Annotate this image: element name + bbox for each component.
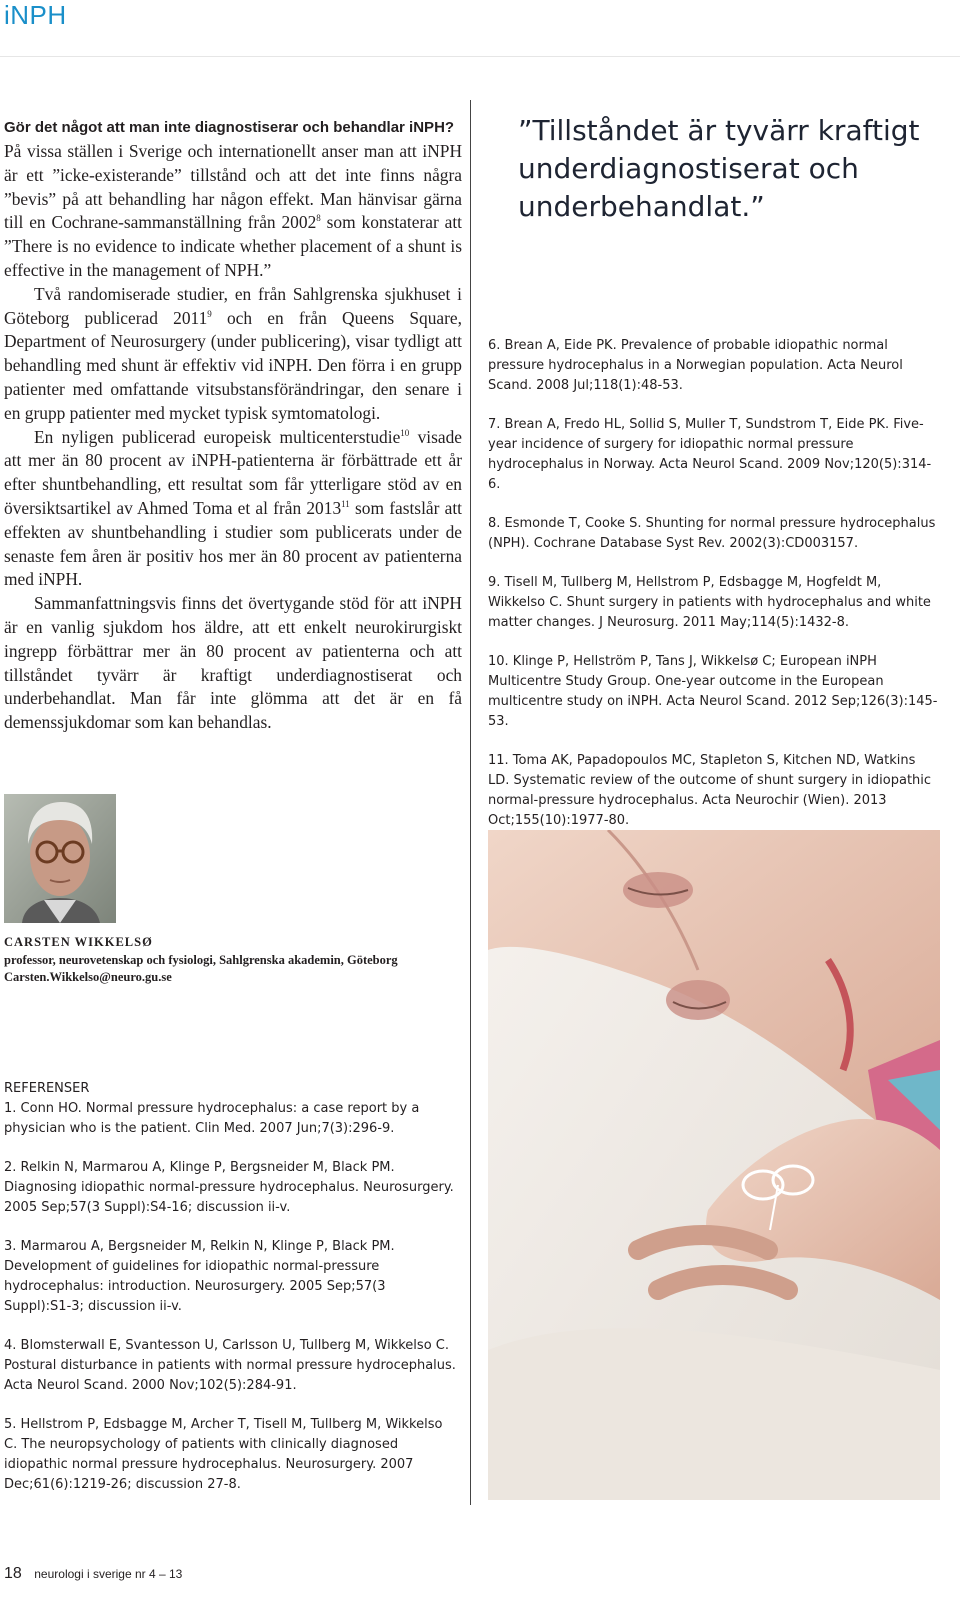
- paragraph-text: visade att mer än 80 procent av iNPH-patienterna är förbättrade ett år efter shuntbehandling, ett resultat som får ytterligare stöd av en översiktsartikel av Ahmed Toma et al från 2013: [4, 426, 462, 518]
- article-paragraph: [4, 426, 462, 593]
- citation-superscript: 11: [341, 499, 350, 510]
- article-paragraphs: [4, 140, 462, 735]
- references-left-list: [4, 1099, 456, 1495]
- citation-superscript: 8: [316, 213, 321, 224]
- paragraph-text: Sammanfattningsvis finns det övertygande stöd för att iNPH är en vanlig sjukdom hos äldre, att ett enkelt neurokirurgiskt ingrepp förbättrar mer än 80 procent av patienterna och att tillståndet tyvärr är kraftigt underdiagnostiserat och underbehandlat. Man får inte glömma att det är en få demenssjukdomar som kan behandlas.: [4, 593, 462, 733]
- reference-item: 9. Tisell M, Tullberg M, Hellstrom P, Edsbagge M, Hogfeldt M, Wikkelso C. Shunt surgery in patients with hydrocephalus and white matter changes. J Neurosurg. 2011 May;114(5):1432-8.: [488, 575, 931, 630]
- author-portrait-image: [4, 794, 116, 923]
- author-email[interactable]: Carsten.Wikkelso@neuro.gu.se: [4, 970, 172, 984]
- author-name: CARSTEN WIKKELSØ: [4, 935, 153, 949]
- citation-superscript: 10: [400, 427, 410, 438]
- citation-superscript: 9: [207, 308, 212, 319]
- paragraph-text: som fastslår att effekten av shuntbehandling i studier som publicerats under de senaste fem åren är positiv hos mer än 80 procent av patienterna med iNPH.: [4, 497, 462, 590]
- paragraph-text: En nyligen publicerad europeisk multicenterstudie: [34, 426, 401, 447]
- reference-item: 7. Brean A, Fredo HL, Sollid S, Muller T, Sundstrom T, Eide PK. Five-year incidence of surgery for idiopathic normal pressure hydrocephalus in Norway. Acta Neurol Scand. 2009 Nov;120(5):314-6.: [488, 417, 932, 492]
- article-body: [4, 116, 462, 735]
- column-divider: [470, 100, 471, 1505]
- journal-name: neurologi i sverige nr 4 – 13: [34, 1567, 183, 1581]
- page-footer: [4, 1565, 182, 1583]
- paragraph-text: som konstaterar att ”There is no evidence to indicate whether placement of a shunt is effective in the management of NPH.”: [4, 212, 463, 280]
- header-divider: [0, 56, 960, 57]
- paragraph-text: Två randomiserade studier, en från Sahlgrenska sjukhuset i Göteborg publicerad 2011: [4, 283, 462, 328]
- article-paragraph: [4, 283, 462, 426]
- article-paragraph: [4, 592, 462, 735]
- reference-item: 8. Esmonde T, Cooke S. Shunting for normal pressure hydrocephalus (NPH). Cochrane Database Syst Rev. 2002(3):CD003157.: [488, 516, 936, 551]
- references-right-column: [488, 336, 938, 850]
- reference-item: 1. Conn HO. Normal pressure hydrocephalus: a case report by a physician who is the patient. Clin Med. 2007 Jun;7(3):296-9.: [4, 1101, 420, 1136]
- reference-item: 5. Hellstrom P, Edsbagge M, Archer T, Tisell M, Tullberg M, Wikkelso C. The neuropsychology of patients with clinically diagnosed idiopathic normal pressure hydrocephalus. Neurosurgery. 2007 Dec;61(6):1219-26; discussion 27-8.: [4, 1417, 443, 1492]
- reference-item: 6. Brean A, Eide PK. Prevalence of probable idiopathic normal pressure hydrocephalus in a Norwegian population. Acta Neurol Scand. 2008 Jul;118(1):48-53.: [488, 338, 903, 393]
- reference-item: 10. Klinge P, Hellström P, Tans J, Wikkelsø C; European iNPH Multicentre Study Group. One-year outcome in the European multicentre study on iNPH. Acta Neurol Scand. 2012 Sep;126(3):145-53.: [488, 654, 938, 729]
- reference-item: 2. Relkin N, Marmarou A, Klinge P, Bergsneider M, Black PM. Diagnosing idiopathic normal-pressure hydrocephalus. Neurosurgery. 2005 Sep;57(3 Suppl):S4-16; discussion ii-v.: [4, 1160, 454, 1215]
- page-number: 18: [4, 1565, 22, 1582]
- reference-item: 3. Marmarou A, Bergsneider M, Relkin N, Klinge P, Black PM. Development of guidelines for idiopathic normal-pressure hydrocephalus: introduction. Neurosurgery. 2005 Sep;57(3 Suppl):S1-3; discussion ii-v.: [4, 1239, 395, 1314]
- author-title: professor, neurovetenskap och fysiologi, Sahlgrenska akademin, Göteborg: [4, 952, 398, 967]
- paragraph-text: och en från Queens Square, Department of Neurosurgery (under publicering), visar tydligt att behandling med shunt är effektiv vid iNPH. Den förra i en grupp patienter med omfattande vitsubstansförändringar, den senare i en grupp patienter med mycket typisk symtomatologi.: [4, 307, 462, 423]
- article-heading: Gör det något att man inte diagnostiserar och behandlar iNPH?: [4, 119, 455, 136]
- author-info: [4, 934, 444, 987]
- section-tag: iNPH: [4, 0, 67, 30]
- reference-item: 4. Blomsterwall E, Svantesson U, Carlsson U, Tullberg M, Wikkelso C. Postural disturbance in patients with normal pressure hydrocephalus. Acta Neurol Scand. 2000 Nov;102(5):284-91.: [4, 1338, 456, 1393]
- references-title: REFERENSER: [4, 1081, 90, 1096]
- author-portrait: [4, 794, 116, 923]
- article-paragraph: [4, 140, 462, 283]
- reference-item: 11. Toma AK, Papadopoulos MC, Stapleton S, Kitchen ND, Watkins LD. Systematic review of the outcome of shunt surgery in idiopathic normal-pressure hydrocephalus. Acta Neurochir (Wien). 2013 Oct;155(10):1977-80.: [488, 753, 932, 828]
- pull-quote: ”Tillståndet är tyvärr kraftigt underdiagnostiserat och underbehandlat.”: [518, 114, 920, 223]
- paragraph-text: På vissa ställen i Sverige och internationellt anser man att iNPH är ett ”icke-existerande” tillstånd och att det inte finns några ”bevis” på att behandling har någon effekt. Man hänvisar gärna till en Cochrane-sammanställning från 2002: [4, 141, 462, 233]
- sleeping-woman-image: [488, 830, 940, 1500]
- references-left-column: [4, 1079, 456, 1514]
- sleeping-woman-photo: [488, 830, 940, 1500]
